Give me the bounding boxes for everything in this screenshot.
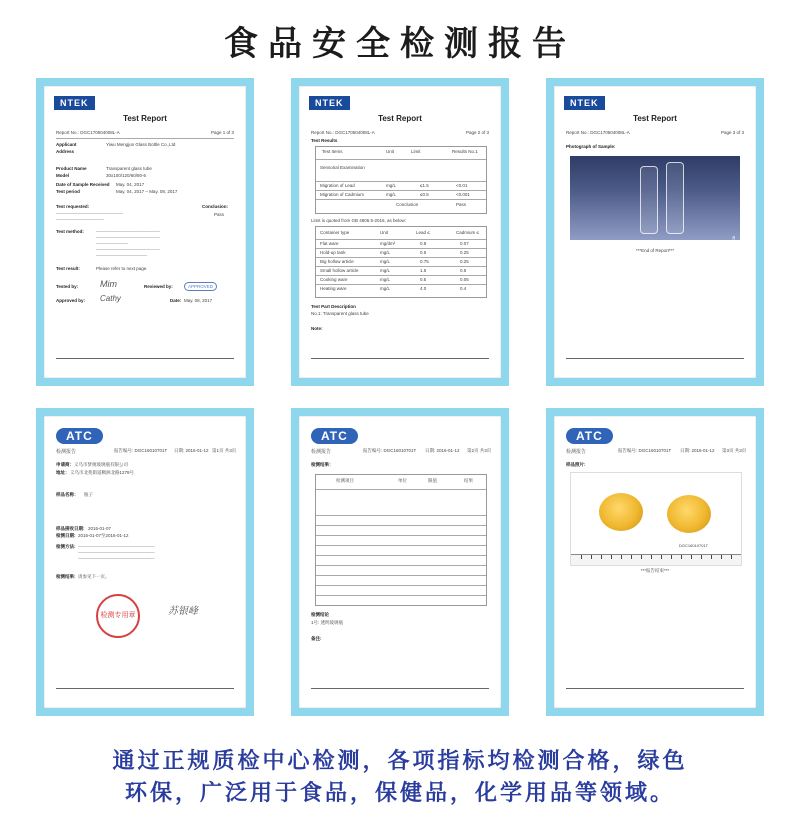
report-date: 日期: 2016-01-12 [680,448,715,453]
test-result-value: Please refer to next page. [96,266,148,271]
test-period-value: May. 04, 2017 – May. 08, 2017 [116,189,178,194]
bottom-description-line-2: 环保，广泛用于食品，保健品，化学用品等领域。 [124,781,675,806]
report-number: 报告编号: DGC16010701T [363,448,417,453]
report-number: 报告编号: DGC16010701T [618,448,672,453]
row-lead: Migration of Lead [320,183,355,188]
report-page-1: NTEK Test Report Report No.: DGC170504008L-A Page 1 of 3 Applicant Yiwu Mengjun Glass Bottle Co.,Ltd Address Product Name Transparent glass tube Model 30x100/120/60/80-6 Date of Sample Received May. 04, 2017 Test period May. 04, 2017 – May. 08, 2017 Test requested: Conclusion: Pass ───────────────────── ─────────────── Test method: ──────────────────── ──────────────────── ────────── ──────────────────── ──────────────── Test result: Please refer to next page. Tested by: Mim Reviewed by: Approved by: Cathy Date: May. 08, 2017 APPROVED [44,86,246,378]
report-card-6 [546,408,764,716]
report-card-3 [546,78,764,386]
conclusion-value: Pass [213,212,224,217]
test-date-value: 2016-01-07至2016-01-12 [78,533,129,538]
report-page-2 [299,86,501,378]
conclusion-label: 检测结论 [311,612,329,617]
photo-label: Photograph of Sample: [566,144,616,149]
ntek-logo: NTEK [309,96,350,110]
page-number: 第1页 共3页 [212,448,237,453]
limit-row-lead: 0.5 [420,250,427,255]
report-title: Test Report [378,114,422,123]
limit-row-unit: mg/L [380,268,391,273]
sample-received-label: 样品接收日期: [56,526,85,531]
date-received-label: Date of Sample Received [56,182,110,187]
limit-row-cadmium: 0.4 [460,286,467,291]
conclusion-value: 请参见下一页。 [78,574,110,579]
results-table [315,146,487,214]
report-number: 报告编号: DGC16010701T [114,448,168,453]
limit-row-lead: 1.5 [420,268,427,273]
date-value: May. 08, 2017 [184,298,213,303]
limit-row-cadmium: 0.5 [460,268,467,273]
report-page-3 [554,86,756,378]
row-lead-unit: mg/L [386,183,397,188]
bottom-description-line-1: 通过正规质检中心检测，各项指标均检测合格，绿色 [112,749,688,774]
limit-row-unit: mg/L [380,286,391,291]
limit-row-unit: mg/L [380,277,391,282]
col-unit: Unit [386,149,395,154]
reviewed-by-label: Reviewed by: [144,284,173,289]
applicant-label: Applicant [56,142,77,147]
conclusion-label: Conclusion: [202,204,228,209]
model-label: Model [56,173,69,178]
limit-row-cadmium: 0.25 [460,259,469,264]
page-number: Page 1 of 3 [210,130,234,135]
report-card-4 [36,408,254,716]
report-page-4: ATC 检测报告 报告编号: DGC16010701T 日期: 2016-01-12 第1页 共3页 申请商： 义乌市梦俊玻璃瓶有限公司 地址： 义乌市北苑街道稠洲北路1278号 样品名称： 瓶子 样品接收日期: 2016-01-07 检测日期: 2016-01-07至2016-01-12 检测方法: ──────────────────────── ──────────────────────── ──────────────────────── 检测结果: 请参见下一页。 检测专用章 苏银峰 [44,416,246,708]
limit-row-cadmium: 0.25 [460,250,469,255]
row-cadmium: Migration of Cadmium [320,192,365,197]
report-date: 日期: 2016-01-12 [425,448,460,453]
report-number: Report No.: DGC170504008L-A [56,130,120,135]
report-card-2 [291,78,509,386]
row-conclusion-value: Pass [456,202,467,207]
address-label: 地址： [56,470,70,475]
end-of-report: ***报告结束*** [640,568,670,573]
report-card-1 [36,78,254,386]
results-table [315,474,487,606]
limit-table [315,226,487,298]
limit-row-lead: 4.0 [420,286,427,291]
conclusion-label: 检测结果: [56,574,76,579]
test-period-label: Test period [56,189,80,194]
page-number: Page 2 of 3 [465,130,489,135]
photo-label: 样品照片: [566,462,586,467]
sample-id: DGC16010701T [679,543,709,548]
row-cadmium-result: <0.001 [456,192,470,197]
limit-note: Limit is quoted from GB 4806.5-2016, as below: [311,218,407,223]
end-of-report: ***End of Report*** [635,248,675,253]
applicant-label: 申请商： [56,462,74,467]
atc-logo: ATC [56,428,103,444]
note-label: 备注: [311,636,322,641]
results-label: 检测结果： [311,462,334,467]
applicant-value: Yiwu Mengjun Glass Bottle Co.,Ltd [106,142,176,147]
address-value: 义乌市北苑街道稠洲北路1278号 [70,470,135,475]
col-results: Results No.1 [452,149,478,154]
limit-row: Heating ware [320,286,347,291]
col-test-items: 检测项目 [336,478,354,483]
applicant-value: 义乌市梦俊玻璃瓶有限公司 [74,462,128,467]
report-title: Test Report [633,114,677,123]
limit-row: Small hollow article [320,268,359,273]
approved-by-label: Approved by: [56,298,86,303]
row-sensorial: Sensorial Examination [320,165,365,170]
report-page-6 [554,416,756,708]
report-date: 日期: 2016-01-12 [174,448,209,453]
limit-row-cadmium: 0.05 [460,277,469,282]
col-limit: 限值 [428,478,437,483]
test-requested-label: Test requested: [56,204,90,209]
col-limit: Limit [411,149,421,154]
model-value: 30x100/120/60/80-6 [106,173,147,178]
date-label: Date: [170,298,182,303]
col-unit: 单位 [398,478,407,483]
report-card-5 [291,408,509,716]
results-label: Test Results [311,138,338,143]
limit-row-cadmium: 0.07 [460,241,469,246]
ntek-logo: NTEK [54,96,95,110]
atc-logo: ATC [311,428,358,444]
row-cadmium-unit: mg/L [386,192,397,197]
limit-row: Flat ware [320,241,339,246]
test-result-label: Test result: [56,266,80,271]
atc-logo: ATC [566,428,613,444]
row-cadmium-limit: ≤0.5 [420,192,429,197]
sample-name-label: 样品名称： [56,492,79,497]
date-received-value: May. 04, 2017 [116,182,145,187]
sample-description: 1号: 透明玻璃瓶 [311,620,344,625]
sample-id: DGC170504008 [731,236,736,265]
row-lead-limit: ≤1.5 [420,183,429,188]
sample-lid-left [599,493,643,531]
test-method-label: Test method: [56,229,84,234]
official-stamp: 检测专用章 [96,594,140,638]
page-title: 食品安全检测报告 [224,24,576,64]
report-title: Test Report [123,114,167,123]
test-part-value: No.1: Transparent glass tube [311,311,369,316]
test-date-label: 检测日期: [56,533,76,538]
sample-name-value: 瓶子 [84,492,93,497]
sample-lid-right [667,495,711,533]
test-method-label: 检测方法: [56,544,76,549]
approved-stamp: APPROVED [184,282,217,291]
report-number: Report No.: DGC170504008L-A [566,130,630,135]
limit-row-unit: mg/dm² [380,241,396,246]
page-number: 第2页 共3页 [467,448,492,453]
limit-row: Big hollow article [320,259,354,264]
measurement-ruler [571,554,741,565]
approver-signature: Cathy [100,294,121,303]
limit-row-unit: mg/L [380,250,391,255]
report-title: 检测报告 [566,449,587,455]
limit-row-lead: 0.75 [420,259,429,264]
page-number: Page 3 of 3 [720,130,744,135]
report-title: 检测报告 [311,449,332,455]
row-lead-result: <0.01 [456,183,468,188]
limit-col-lead: Lead ≤ [416,230,430,235]
col-results: 结果 [464,478,473,483]
test-part-label: Test Part Description [311,304,356,309]
signature: 苏银峰 [168,606,198,617]
tested-by-label: Tested by: [56,284,79,289]
note-label: Note: [311,326,323,331]
ntek-logo: NTEK [564,96,605,110]
limit-col-unit: Unit [380,230,389,235]
limit-row-lead: 0.8 [420,241,427,246]
row-conclusion: Conclusion [396,202,419,207]
limit-row: Hold-up tank [320,250,346,255]
page-number: 第3页 共3页 [722,448,747,453]
limit-row: Cooking ware [320,277,348,282]
report-title: 检测报告 [56,449,77,455]
limit-col-cadmium: Cadmium ≤ [456,230,479,235]
col-test-items: Test Items [322,149,343,154]
product-name-value: Transparent glass tube [106,166,152,171]
product-name-label: Product Name [56,166,87,171]
address-label: Address [56,149,75,154]
limit-row-lead: 0.5 [420,277,427,282]
report-page-5 [299,416,501,708]
sample-received-value: 2016-01-07 [88,526,112,531]
limit-col-type: Container type [320,230,350,235]
sample-photo [570,472,742,566]
tester-signature: Mim [100,279,117,289]
report-number: Report No.: DGC170504008L-A [311,130,375,135]
limit-row-unit: mg/L [380,259,391,264]
